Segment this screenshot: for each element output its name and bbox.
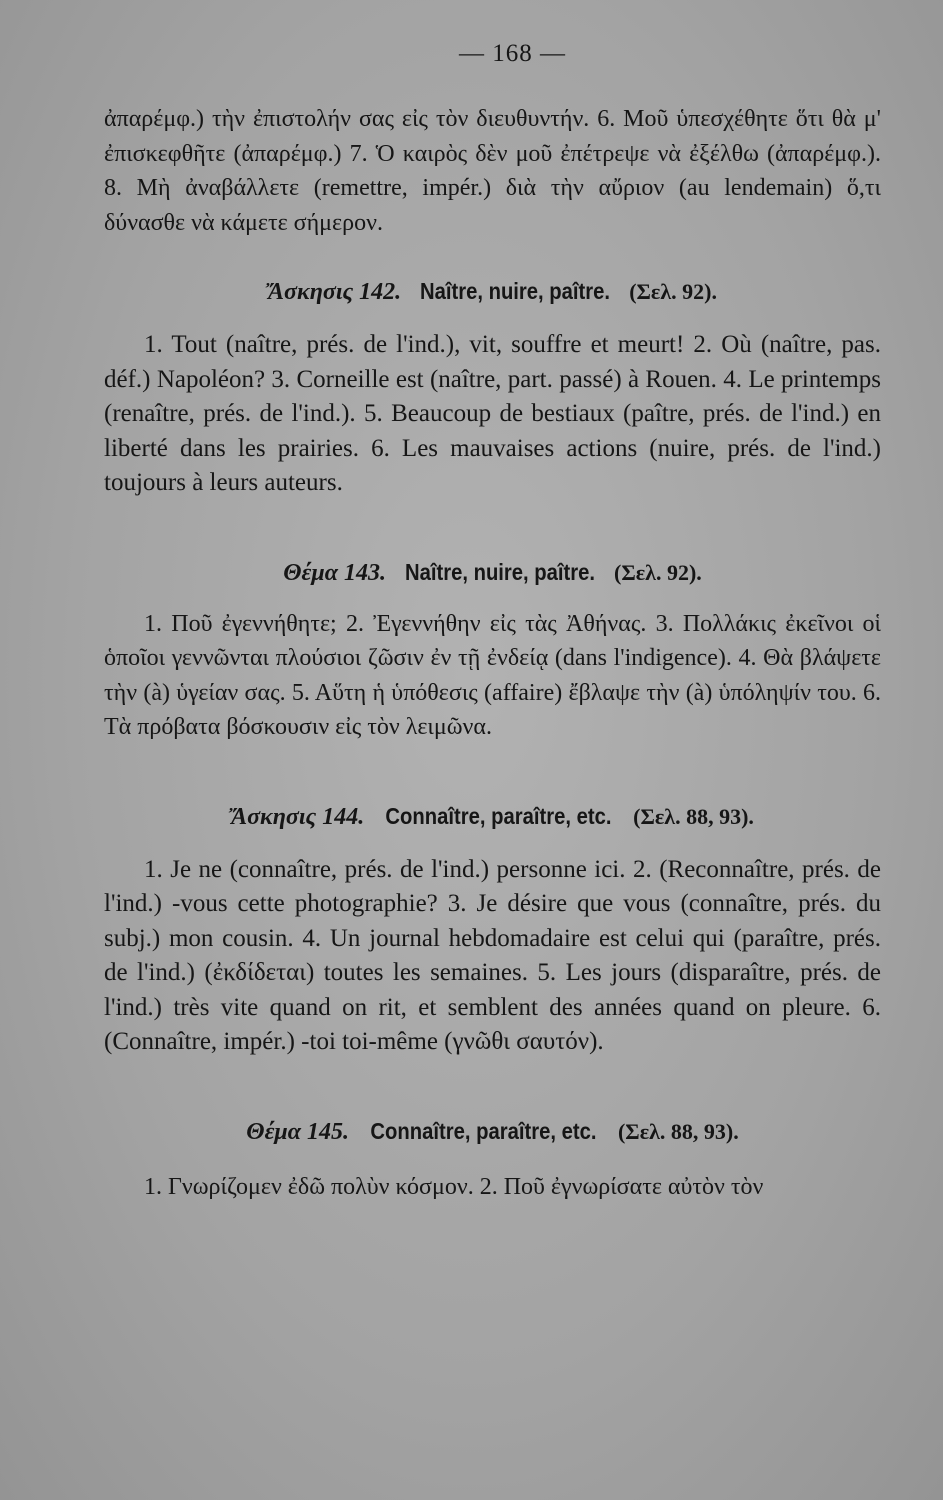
exercise-144-title: Connaître, paraître, etc. — [385, 802, 612, 829]
theme-143-label: Θέμα 143. — [283, 559, 387, 586]
theme-145-title: Connaître, paraître, etc. — [370, 1117, 597, 1144]
exercise-144-text: 1. Je ne (connaître, prés. de l'ind.) personne ici. 2. (Reconnaître, prés. de l'ind.) -vous cette photographie? 3. Je désire que vous (connaître, prés. du subj.) mon cousin. 4. Un journal hebdomadaire est celui qui (paraître, prés. de l'ind.) (ἐκδίδεται) toutes les semaines. 5. Les jours (disparaître, prés. de l'ind.) très vite quand on rit, et semblent des années quand on pleure. 6. (Connaître, impér.) -toi toi-même (γνῶθι σαυτόν). — [104, 855, 881, 1055]
theme-143-title: Naître, nuire, paître. — [404, 558, 596, 585]
exercise-142-text: 1. Tout (naître, prés. de l'ind.), vit, souffre et meurt! 2. Où (naître, pas. déf.) Napoléon? 3. Corneille est (naître, part. passé) à Rouen. 4. Le printemps (renaître, prés. de l'ind.). 5. Beaucoup de bestiaux (paître, prés. de l'ind.) en liberté dans les prairies. 6. Les mauvaises actions (nuire, prés. de l'ind.) toujours à leurs auteurs. — [104, 331, 881, 496]
theme-145-heading — [104, 1118, 881, 1146]
theme-145-ref: (Σελ. 88, 93). — [617, 1118, 739, 1144]
exercise-142-ref: (Σελ. 92). — [629, 279, 717, 304]
exercise-144-heading — [104, 803, 881, 831]
exercise-142-title: Naître, nuire, paître. — [420, 278, 611, 304]
theme-143-ref: (Σελ. 92). — [614, 559, 702, 585]
theme-145-text: 1. Γνωρίζομεν ἐδῶ πολὺν κόσμον. 2. Ποῦ ἐγνωρίσατε αὐτὸν τὸν — [144, 1173, 764, 1200]
continued-paragraph: ἀπαρέμφ.) τὴν ἐπιστολήν σας εἰς τὸν διευθυντήν. 6. Μοῦ ὑπεσχέθητε ὅτι θὰ μ' ἐπισκεφθῆτε (ἀπαρέμφ.) 7. Ὁ καιρὸς δὲν μοῦ ἐπέτρεψε νὰ ἐξέλθω (ἀπαρέμφ.). 8. Μὴ ἀναβάλλετε (remettre, impér.) διὰ τὴν αὔριον (au lendemain) ὅ,τι δύνασθε νὰ κάμετε σήμερον. — [104, 106, 881, 236]
theme-145-label: Θέμα 145. — [246, 1118, 350, 1145]
exercise-142-label: Ἄσκησις 142. — [268, 279, 402, 305]
theme-143-text: 1. Ποῦ ἐγεννήθητε; 2. Ἐγεννήθην εἰς τὰς Ἀθήνας. 3. Πολλάκις ἐκεῖνοι οἱ ὁποῖοι γεννῶνται πλούσιοι ζῶσιν ἐν τῇ ἐνδείᾳ (dans l'indigence). 4. Θὰ βλάψετε τὴν (à) ὑγείαν σας. 5. Αὕτη ἡ ὑπόθεσις (affaire) ἔβλαψε τὴν (à) ὑπόληψίν του. 6. Τὰ πρόβατα βόσκουσιν εἰς τὸν λειμῶνα. — [104, 610, 881, 740]
theme-143-heading — [104, 559, 881, 587]
exercise-142-heading — [104, 278, 881, 306]
exercise-144-ref: (Σελ. 88, 93). — [633, 803, 754, 829]
exercise-144-label: Ἄσκησις 144. — [231, 803, 365, 830]
page-number: — 168 — — [459, 40, 566, 67]
